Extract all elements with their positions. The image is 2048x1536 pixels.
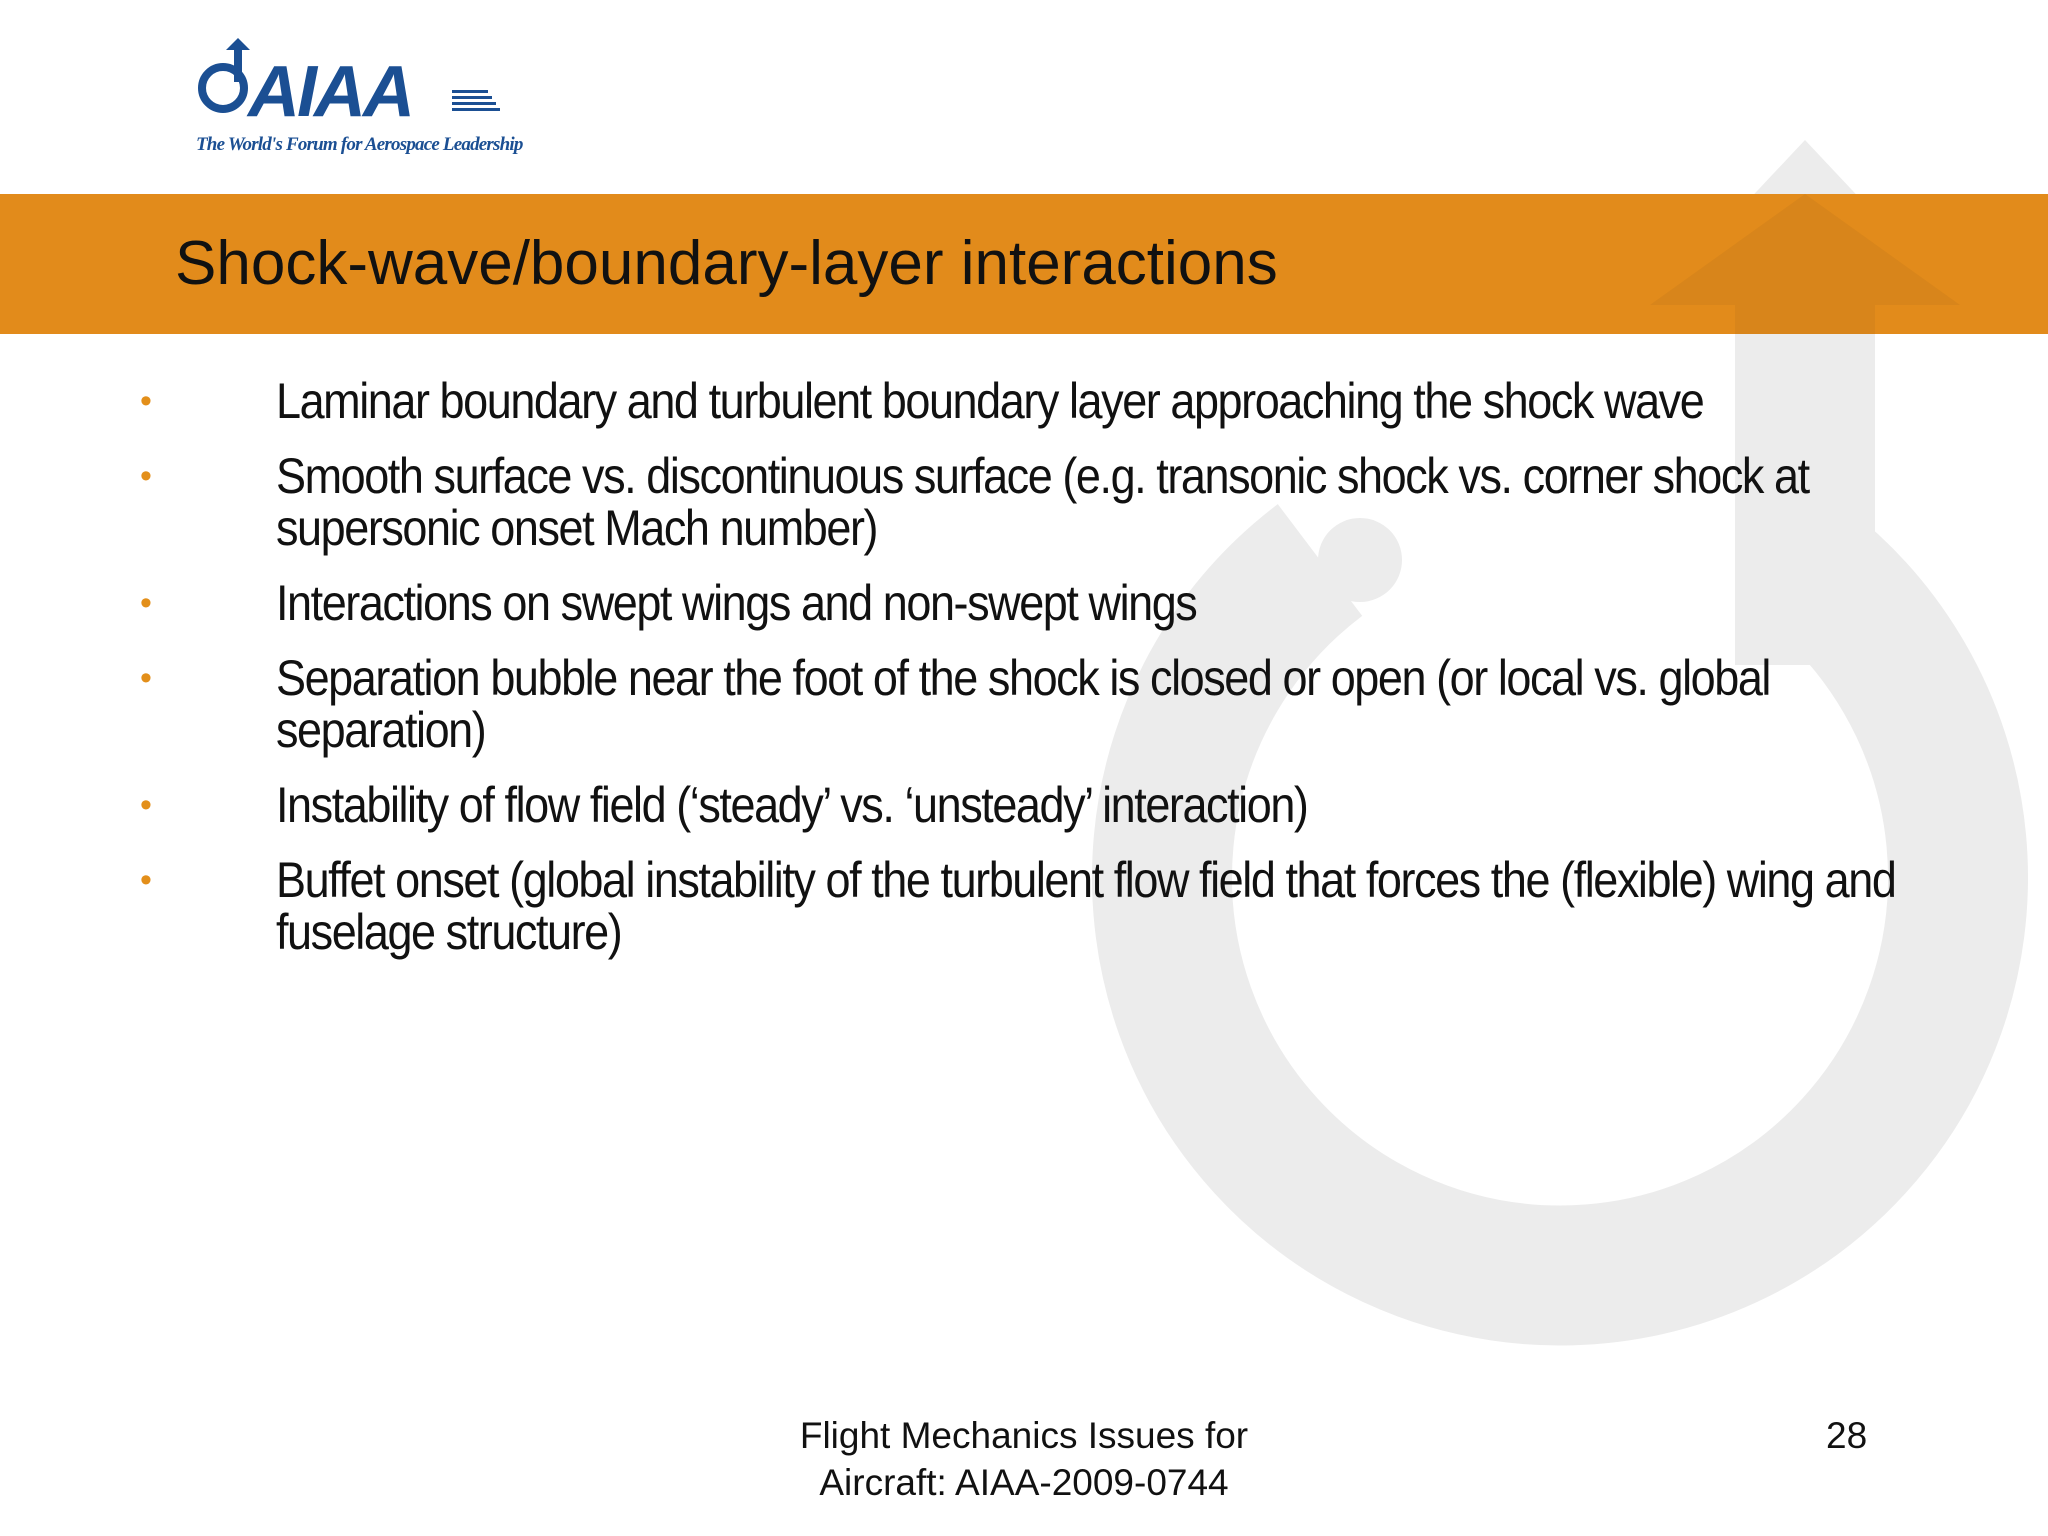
bullet-text: Separation bubble near the foot of the shock is closed or open (or local vs. global separation) <box>276 650 1770 758</box>
bullet-text: Laminar boundary and turbulent boundary layer approaching the shock wave <box>276 373 1704 429</box>
bullet-marker: • <box>140 457 152 495</box>
footer-line-2: Aircraft: AIAA-2009-0744 <box>819 1462 1229 1503</box>
bullet-marker: • <box>140 861 152 899</box>
bullet-marker: • <box>140 786 152 824</box>
bullet-item <box>0 854 2048 958</box>
bullet-text: Interactions on swept wings and non-swept wings <box>276 575 1197 631</box>
bullet-marker: • <box>140 584 152 622</box>
page-number: 28 <box>1826 1415 1868 1456</box>
bullet-marker: • <box>140 659 152 697</box>
bullet-marker: • <box>140 382 152 420</box>
bullet-item <box>0 652 2048 756</box>
bullet-text: Buffet onset (global instability of the turbulent flow field that forces the (flexible) wing and fuselage structure) <box>276 852 1896 960</box>
bullet-item <box>0 450 2048 554</box>
bullet-item <box>0 779 2048 831</box>
aiaa-wordmark: AIAA <box>248 52 412 132</box>
bullet-text: Instability of flow field (‘steady’ vs. ‘unsteady’ interaction) <box>276 777 1308 833</box>
slide-title: Shock-wave/boundary-layer interactions <box>175 229 1278 298</box>
aiaa-logo <box>190 38 523 168</box>
logo-tagline: The World's Forum for Aerospace Leadership <box>196 134 523 155</box>
bullet-text: Smooth surface vs. discontinuous surface (e.g. transonic shock vs. corner shock at supersonic onset Mach number) <box>276 448 1809 556</box>
bullet-item <box>0 375 2048 427</box>
footer-line-1: Flight Mechanics Issues for <box>799 1415 1249 1456</box>
bullet-list <box>0 375 2048 958</box>
footer-citation <box>700 1412 1348 1506</box>
bullet-item <box>0 577 2048 629</box>
aiaa-logo-icon <box>190 38 510 133</box>
